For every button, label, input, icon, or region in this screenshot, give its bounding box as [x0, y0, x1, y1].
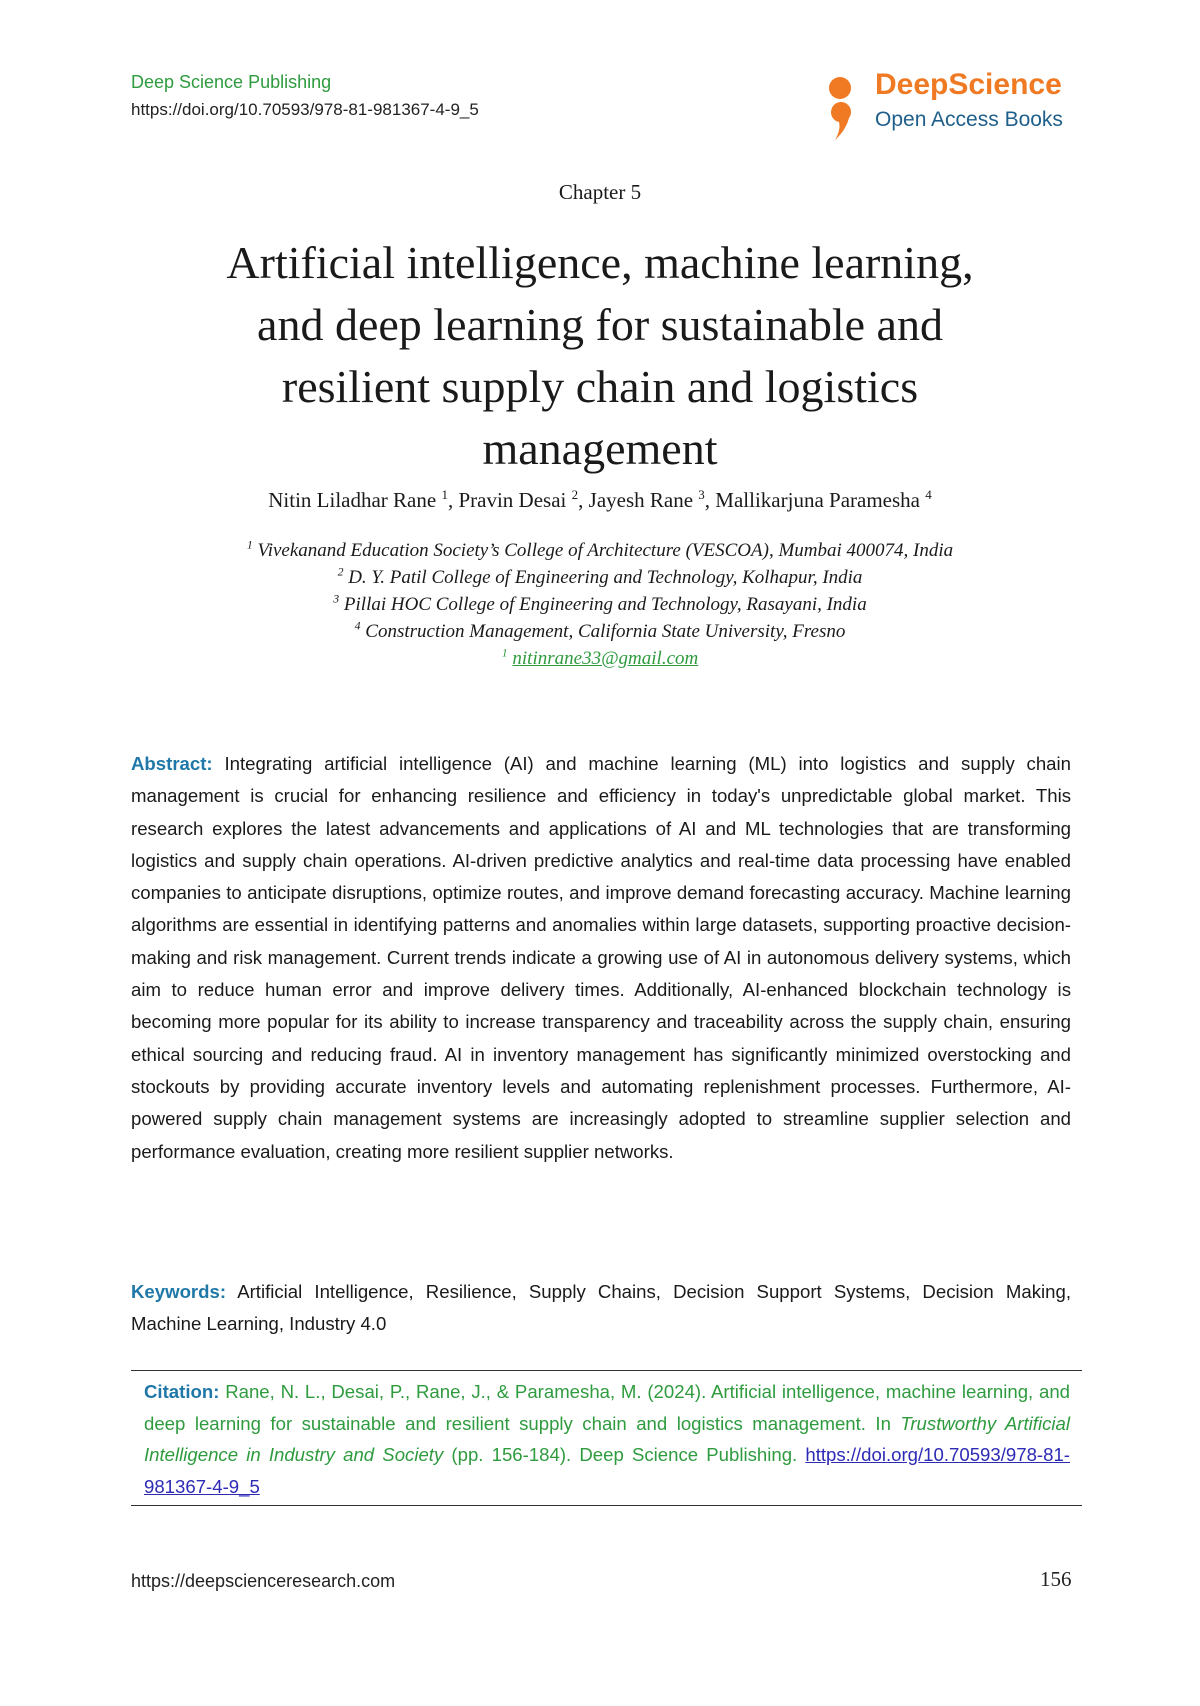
citation-doi-link[interactable]: https://doi.org/10.70593/978-81-981367-4-9_5: [144, 1444, 1070, 1497]
title-line: resilient supply chain and logistics: [281, 361, 919, 412]
affiliation-sup: 2: [337, 565, 344, 579]
affiliation-sup: 3: [333, 592, 340, 606]
author-name: Jayesh Rane: [588, 488, 694, 512]
footer-url[interactable]: https://deepscienceresearch.com: [131, 1571, 396, 1591]
doi-link-header[interactable]: https://doi.org/10.70593/978-81-981367-4-9_5: [131, 100, 479, 119]
citation-text-after: (pp. 156-184). Deep Science Publishing.: [443, 1444, 806, 1465]
title-line: Artificial intelligence, machine learning,: [226, 237, 974, 288]
deepscience-logo-icon: [818, 72, 862, 146]
affiliation: [0, 594, 1200, 616]
affiliation-sup: 4: [354, 619, 361, 633]
keywords-label: Keywords:: [131, 1281, 227, 1302]
citation-bottom-rule: [131, 1505, 1082, 1506]
chapter-title: [130, 232, 1070, 480]
author-list: Nitin Liladhar Rane $^1$, Pravin Desai $^2$, Jayesh Rane $^3$, Mallikarjuna Paramesha $^4$: [268, 487, 932, 512]
author-sup: 4: [925, 487, 932, 502]
citation-book-title: Trustworthy Artificial Intelligence in Industry and Society: [144, 1412, 1070, 1465]
author-name: Pravin Desai: [458, 488, 567, 512]
author-sup: 2: [571, 487, 579, 502]
publisher-name: Deep Science Publishing: [131, 72, 332, 92]
citation: [144, 1376, 1070, 1502]
logo-subtitle: Open Access Books: [875, 108, 1063, 131]
keywords: [131, 1276, 1071, 1341]
logo-title: DeepScience: [875, 68, 1062, 101]
author-sup: 1: [441, 487, 448, 502]
author-name: Mallikarjuna Paramesha: [715, 488, 920, 512]
affiliation: [0, 567, 1200, 589]
abstract: [131, 748, 1071, 1168]
title-line: management: [482, 423, 718, 474]
chapter-label: Chapter 5: [558, 180, 642, 204]
affiliation: [0, 540, 1200, 562]
keywords-text: Artificial Intelligence, Resilience, Supply Chains, Decision Support Systems, Decision Making, Machine Learning, Industry 4.0: [131, 1281, 1071, 1335]
affiliation-sup: 1: [246, 538, 253, 552]
email-link[interactable]: nitinrane33@gmail.com: [512, 648, 699, 669]
citation-label: Citation:: [144, 1381, 220, 1402]
title-line: and deep learning for sustainable and: [257, 299, 943, 350]
affiliation-text: D. Y. Patil College of Engineering and Technology, Kolhapur, India: [348, 567, 863, 588]
affiliation-text: Vivekanand Education Society’s College of Architecture (VESCOA), Mumbai 400074, India: [257, 540, 954, 561]
affiliation-text: Construction Management, California State University, Fresno: [365, 621, 846, 642]
abstract-text: Integrating artificial intelligence (AI) and machine learning (ML) into logistics and supply chain management is crucial for enhancing resilience and efficiency in today's unpredictable global market. This research explores the latest advancements and applications of AI and ML technologies that are transforming logistics and supply chain operations. AI-driven predictive analytics and real-time data processing have enabled companies to anticipate disruptions, optimize routes, and improve demand forecasting accuracy. Machine learning algorithms are essential in identifying patterns and anomalies within large datasets, supporting proactive decision-making and risk management. Current trends indicate a growing use of AI in autonomous delivery systems, which aim to reduce human error and improve delivery times. Additionally, AI-enhanced blockchain technology is becoming more popular for its ability to increase transparency and traceability across the supply chain, ensuring ethical sourcing and reducing fraud. AI in inventory management has significantly minimized overstocking and stockouts by providing accurate inventory levels and automating replenishment processes. Furthermore, AI-powered supply chain management systems are increasingly adopted to streamline supplier selection and performance evaluation, creating more resilient supplier networks.: [131, 753, 1071, 1162]
citation-text: Rane, N. L., Desai, P., Rane, J., & Paramesha, M. (2024). Artificial intelligence, machine learning, and deep learning for sustainable and resilient supply chain and logistics management. In: [144, 1381, 1071, 1434]
citation-top-rule: [131, 1370, 1082, 1371]
page-number: 156: [1040, 1567, 1072, 1591]
author-name: Nitin Liladhar Rane: [268, 488, 437, 512]
affiliation-text: Pillai HOC College of Engineering and Technology, Rasayani, India: [343, 594, 867, 615]
abstract-label: Abstract:: [131, 753, 213, 774]
author-sup: 3: [698, 487, 705, 502]
email-line: [0, 648, 1200, 670]
affiliation: [0, 621, 1200, 643]
email-sup: 1: [501, 646, 508, 660]
